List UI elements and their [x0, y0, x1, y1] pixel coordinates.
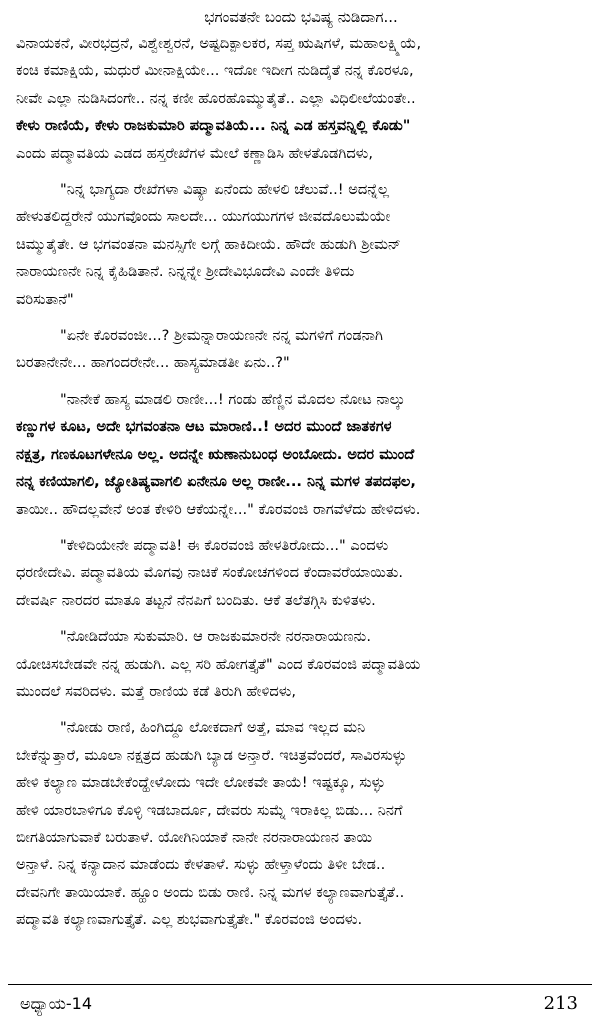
text-line: ಕಣ್ಣುಗಳ ಕೂಟ, ಅದೇ ಭಗವಂತನಾ ಆಟ ಮಾರಾಣಿ..! ಅದರ ಮುಂದೆ ಜಾತಕಗಳ [16, 418, 392, 436]
chapter-label: ಅಧ್ಯಾಯ-14 [20, 994, 93, 1013]
footer-divider [8, 984, 592, 985]
paragraph [16, 322, 586, 377]
text-line: ಚಿಮ್ಮುತೈತೇ. ಆ ಭಗವಂತನಾ ಮನಸ್ಸಿಗೇ ಲಗ್ಗೆ ಹಾಕಿದೀಯೆ. ಹೌದೇ ಹುಡುಗಿ ಶ್ರೀಮನ್ [16, 235, 401, 253]
page-number: 213 [543, 993, 578, 1014]
text-line: ಕೇಳು ರಾಣಿಯೆ, ಕೇಳು ರಾಜಕುಮಾರಿ ಪದ್ಮಾವತಿಯೆ... ನಿನ್ನ ಎಡ ಹಸ್ತವನ್ನಿಲ್ಲಿ ಕೊಡು" [16, 117, 411, 135]
text-line: ವರಿಸುತಾನೆ" [16, 290, 74, 308]
text-line: ನಕ್ಷತ್ರ, ಗಣಕೂಟಗಳೇನೂ ಅಲ್ಲ. ಅದನ್ನೇ ಋಣಾನುಬಂಧ ಅಂಬೋದು. ಅದರ ಮುಂದೆ [16, 445, 415, 463]
page-footer [20, 989, 578, 1019]
text-line: ಹೇಳಿ ಯಾರಬಾಳಿಗೂ ಕೊಳ್ಳಿ ಇಡಬಾರ್ದೂ, ದೇವರು ಸುಮ್ನೆ ಇರಾಕಿಲ್ಲ ಬಿಡು... ನಿನಗೆ [16, 801, 403, 819]
text-line: "ನಾನೇಕೆ ಹಾಸ್ಯ ಮಾಡಲಿ ರಾಣೀ...! ಗಂಡು ಹೆಣ್ಣಿನ ಮೊದಲ ನೋಟ ನಾಲ್ಕು [60, 390, 406, 408]
text-line: "ನೋಡು ರಾಣಿ, ಹಿಂಗಿದ್ದೂ ಲೋಕದಾಗೆ ಅತ್ತೆ, ಮಾವ ಇಲ್ಲದ ಮನಿ [60, 719, 366, 737]
text-line: "ಏನೇ ಕೊರವಂಜೀ...? ಶ್ರೀಮನ್ನಾರಾಯಣನೇ ನನ್ನ ಮಗಳಿಗೆ ಗಂಡನಾಗಿ [60, 327, 383, 345]
text-line: ಯೋಚಿಸಬೇಡವೇ ನನ್ನ ಹುಡುಗಿ. ಎಲ್ಲ ಸರಿ ಹೋಗತ್ತೈತೆ" ಎಂದ ಕೊರವಂಜಿ ಪದ್ಮಾವತಿಯ [16, 655, 421, 673]
paragraph [16, 714, 586, 933]
paragraph [16, 386, 586, 523]
text-line: ನನ್ನ ಕಣಿಯಾಗಲಿ, ಜ್ಯೋತಿಷ್ಯವಾಗಲಿ ಏನೇನೂ ಅಲ್ಲ ರಾಣೀ... ನಿನ್ನ ಮಗಳ ತಪದಫಲ, [16, 473, 416, 491]
text-line: ಪದ್ಮಾವತಿ ಕಲ್ಯಾಣವಾಗುತ್ತೈತೆ. ಎಲ್ಲ ಶುಭವಾಗುತ್ತೈತೇ." ಕೊರವಂಜಿ ಅಂದಳು. [16, 911, 363, 929]
text-line: ಬೇಕೆನ್ನುತ್ತಾರೆ, ಮೂಲಾ ನಕ್ಷತ್ರದ ಹುಡುಗಿ ಬ್ಯಾಡ ಅನ್ತಾರೆ. ಇಚಿತ್ರವೆಂದರೆ, ಸಾವಿರಸುಳ್ಳು [16, 746, 407, 764]
text-line: ಹೇಳುತಲಿದ್ದರೇನೆ ಯುಗವೊಂದು ಸಾಲದೇ... ಯುಗಯುಗಗಳ ಜೀವದೊಲುಮೆಯೇ [16, 208, 391, 226]
text-line: ನೀವೇ ಎಲ್ಲಾ ನುಡಿಸಿದಂಗೇ.. ನನ್ನ ಕಣೀ ಹೊರಹೊಮ್ಮುತೈತೆ.. ಎಲ್ಲಾ ವಿಧಿಲೀಲೆಯಂತೇ.. [16, 89, 416, 107]
text-line: ಕಂಚಿ ಕಮಾಕ್ಷಿಯೆ, ಮಧುರೆ ಮೀನಾಕ್ಷಿಯೇ... ಇದೋ ಇದೀಗ ನುಡಿದೈತೆ ನನ್ನ ಕೊರಳೂ, [16, 62, 414, 80]
text-line: ನಾರಾಯಣನೇ ನಿನ್ನ ಕೈಹಿಡಿತಾನೆ. ನಿನ್ನನ್ನೇ ಶ್ರೀದೇವಿಭೂದೇವಿ ಎಂದೇ ತಿಳಿದು [16, 263, 355, 281]
text-line: ವಿನಾಯಕನೆ, ವೀರಭದ್ರನೆ, ವಿಶ್ವೇಶ್ವರನೆ, ಅಷ್ಟದಿಕ್ಪಾಲಕರ, ಸಪ್ತ ಋಷಿಗಳೆ, ಮಹಾಲಕ್ಷ್ಮಿಯೆ, [16, 35, 422, 52]
text-line: ಎಂದು ಪದ್ಮಾವತಿಯ ಎಡದ ಹಸ್ತರೇಖೆಗಳ ಮೇಲೆ ಕಣ್ಣಾಡಿಸಿ ಹೇಳತೊಡಗಿದಳು, [16, 144, 373, 162]
text-line: ತಾಯೀ.. ಹೌದಲ್ಲವೇನೆ ಅಂತ ಕೇಳಿರಿ ಆಕೆಯನ್ನೇ..." ಕೊರವಂಜಿ ರಾಗವೆಳೆದು ಹೇಳಿದಳು. [16, 500, 421, 518]
body-text [16, 30, 586, 934]
paragraph [16, 176, 586, 313]
paragraph [16, 532, 586, 614]
text-line: "ಕೇಳಿದಿಯೇನೇ ಪದ್ಮಾವತಿ! ಈ ಕೊರವಂಜಿ ಹೇಳತಿರೋದು..." ಎಂದಳು [60, 536, 389, 554]
text-line: ಹೇಳಿ ಕಲ್ಯಾಣ ಮಾಡಬೇಕೆಂದ್ಹೇಳೋದು ಇದೇ ಲೋಕವೇ ತಾಯೆ! ಇಷ್ಟಕ್ಕೂ, ಸುಳ್ಳು [16, 774, 386, 792]
text-line: "ನೋಡಿದೆಯಾ ಸುಕುಮಾರಿ. ಆ ರಾಜಕುಮಾರನೇ ನರನಾರಾಯಣನು. [60, 628, 371, 646]
text-line: ಬರತಾನೇನೇ... ಹಾಗಂದರೇನೇ... ಹಾಸ್ಯಮಾಡತೀ ಏನು..?" [16, 354, 290, 372]
text-line: ಮುಂದಲೆ ಸವರಿದಳು. ಮತ್ತೆ ರಾಣಿಯ ಕಡೆ ತಿರುಗಿ ಹೇಳಿದಳು, [16, 682, 297, 700]
paragraph [16, 30, 586, 167]
text-line: "ನಿನ್ನ ಭಾಗ್ಯದಾ ರೇಖೆಗಳಾ ವಿಷ್ಯಾ ಏನೆಂದು ಹೇಳಲಿ ಚೆಲುವೆ..! ಅದನ್ನೆಲ್ಲ [60, 181, 390, 199]
text-line: ಧರಣೀದೇವಿ. ಪದ್ಮಾವತಿಯ ಮೊಗವು ನಾಚಿಕೆ ಸಂಕೋಚಗಳಿಂದ ಕೆಂದಾವರೆಯಾಯಿತು. [16, 564, 404, 582]
text-line: ಬೀಗತಿಯಾಗುವಾಕೆ ಬರುತಾಳೆ. ಯೋಗಿನಿಯಾಕೆ ನಾನೇ ನರನಾರಾಯಣನ ತಾಯಿ [16, 828, 373, 846]
text-line: ದೇವರ್ಷಿ ನಾರದರ ಮಾತೂ ತಟ್ಟನೆ ನೆನಪಿಗೆ ಬಂದಿತು. ಆಕೆ ತಲೆತಗ್ಗಿಸಿ ಕುಳಿತಳು. [16, 591, 376, 609]
text-line: ಅನ್ತಾಳೆ. ನಿನ್ನ ಕನ್ಯಾದಾನ ಮಾಡೆಂದು ಕೇಳತಾಳೆ. ಸುಳ್ಳು ಹೇಳ್ತಾಳೆಂದು ತಿಳೀ ಬೇಡ.. [16, 856, 386, 874]
paragraph [16, 623, 586, 705]
text-line: ದೇವನಿಗೇ ತಾಯಿಯಾಕೆ. ಹ್ಹೂಂ ಅಂದು ಬಿಡು ರಾಣಿ. ನಿನ್ನ ಮಗಳ ಕಲ್ಯಾಣವಾಗುತ್ತೈತೆ.. [16, 883, 405, 901]
page-heading: ಭಗಂವತನೇ ಬಂದು ಭವಿಷ್ಯ ನುಡಿದಾಗ... [204, 8, 398, 26]
